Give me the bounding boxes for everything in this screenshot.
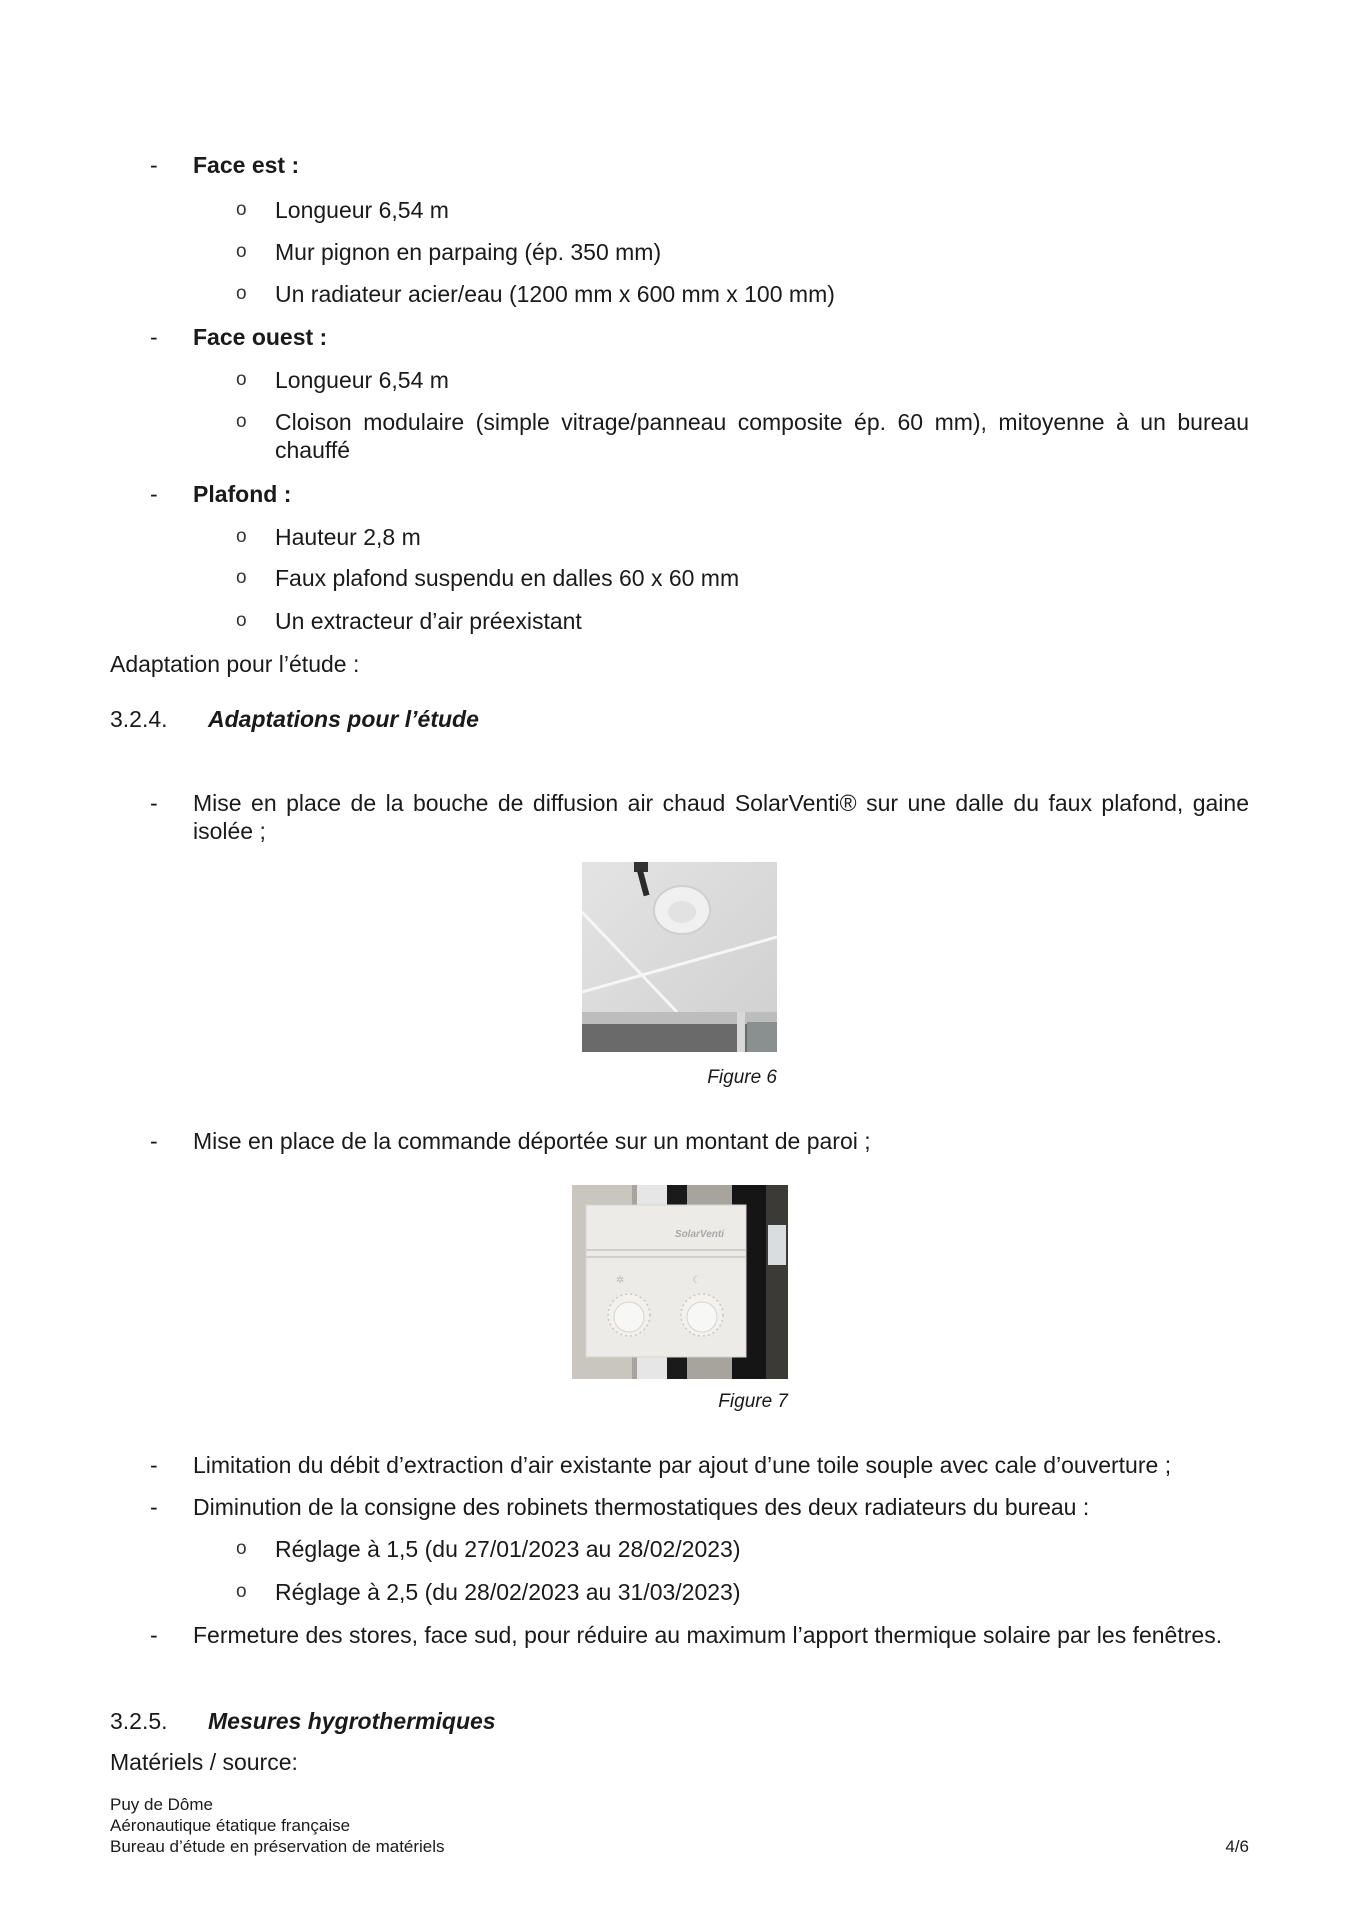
list-item: Limitation du débit d’extraction d’air existante par ajout d’une toile souple avec cale d’ouverture ; bbox=[193, 1452, 1172, 1478]
section-title: Mesures hygrothermiques bbox=[208, 1708, 496, 1734]
list-item: Hauteur 2,8 m bbox=[275, 524, 421, 550]
circle-bullet-icon: o bbox=[236, 241, 247, 262]
list-item: Réglage à 1,5 (du 27/01/2023 au 28/02/2023) bbox=[275, 1536, 741, 1562]
figure-6-image bbox=[582, 862, 777, 1052]
figure-7-caption: Figure 7 bbox=[718, 1391, 788, 1412]
section-number: 3.2.4. bbox=[110, 706, 168, 732]
list-item: Un radiateur acier/eau (1200 mm x 600 mm x 100 mm) bbox=[275, 281, 835, 307]
dash-bullet: - bbox=[150, 152, 158, 178]
list-item: Fermeture des stores, face sud, pour réduire au maximum l’apport thermique solaire par les fenêtres. bbox=[193, 1622, 1223, 1648]
list-item: Longueur 6,54 m bbox=[275, 367, 449, 393]
dash-bullet: - bbox=[150, 1452, 158, 1478]
circle-bullet-icon: o bbox=[236, 1581, 247, 1602]
footer-line: Puy de Dôme bbox=[110, 1795, 213, 1814]
dash-bullet: - bbox=[150, 324, 158, 350]
dash-bullet: - bbox=[150, 790, 158, 816]
dash-bullet: - bbox=[150, 1622, 158, 1648]
heading-face-ouest: Face ouest : bbox=[193, 324, 328, 350]
brand-label: SolarVenti bbox=[674, 1229, 724, 1240]
list-item: Réglage à 2,5 (du 28/02/2023 au 31/03/2023) bbox=[275, 1579, 741, 1605]
svg-text:✲: ✲ bbox=[616, 1275, 625, 1286]
materials-label: Matériels / source: bbox=[110, 1749, 298, 1775]
circle-bullet-icon: o bbox=[236, 283, 247, 304]
circle-bullet-icon: o bbox=[236, 610, 247, 631]
footer-line: Bureau d’étude en préservation de matériels bbox=[110, 1837, 445, 1856]
circle-bullet-icon: o bbox=[236, 199, 247, 220]
circle-bullet-icon: o bbox=[236, 1538, 247, 1559]
circle-bullet-icon: o bbox=[236, 369, 247, 390]
list-item: Diminution de la consigne des robinets thermostatiques des deux radiateurs du bureau : bbox=[193, 1494, 1090, 1520]
svg-text:☾: ☾ bbox=[692, 1275, 701, 1286]
circle-bullet-icon: o bbox=[236, 411, 247, 432]
list-item: Faux plafond suspendu en dalles 60 x 60 mm bbox=[275, 565, 740, 591]
figure-7-image bbox=[572, 1185, 788, 1379]
page-number: 4/6 bbox=[1225, 1837, 1249, 1856]
circle-bullet-icon: o bbox=[236, 567, 247, 588]
remote-control-photo bbox=[572, 1185, 788, 1379]
adaptation-label: Adaptation pour l’étude : bbox=[110, 651, 360, 677]
dash-bullet: - bbox=[150, 1494, 158, 1520]
list-item: Longueur 6,54 m bbox=[275, 197, 449, 223]
list-item: Mise en place de la commande déportée sur un montant de paroi ; bbox=[193, 1128, 871, 1154]
list-item: Mur pignon en parpaing (ép. 350 mm) bbox=[275, 239, 662, 265]
section-number: 3.2.5. bbox=[110, 1708, 168, 1734]
ceiling-diffuser-photo bbox=[582, 862, 777, 1052]
list-item: Mise en place de la bouche de diffusion air chaud SolarVenti® sur une dalle du faux plafond, gaine isolée ; bbox=[193, 790, 1249, 844]
circle-bullet-icon: o bbox=[236, 526, 247, 547]
section-title: Adaptations pour l’étude bbox=[208, 706, 479, 732]
dash-bullet: - bbox=[150, 481, 158, 507]
figure-6-caption: Figure 6 bbox=[707, 1067, 777, 1088]
heading-face-est: Face est : bbox=[193, 152, 300, 178]
dash-bullet: - bbox=[150, 1128, 158, 1154]
footer-line: Aéronautique étatique française bbox=[110, 1816, 351, 1835]
list-item: Cloison modulaire (simple vitrage/panneau composite ép. 60 mm), mitoyenne à un bureau chauffé bbox=[275, 409, 1249, 463]
section-heading-325 bbox=[110, 1707, 496, 1735]
section-heading-324 bbox=[110, 705, 479, 733]
list-item: Un extracteur d’air préexistant bbox=[275, 608, 582, 634]
heading-plafond: Plafond : bbox=[193, 481, 292, 507]
